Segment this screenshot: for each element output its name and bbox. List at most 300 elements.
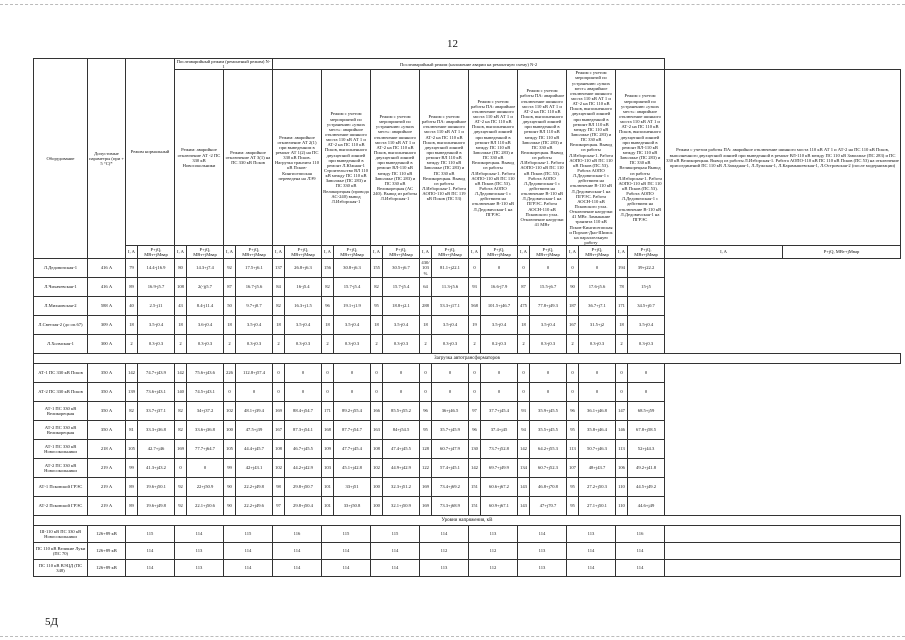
cell-value: 81 xyxy=(126,421,138,440)
cell-value: 0.3-j0.3 xyxy=(628,335,665,354)
cell-value: 90 xyxy=(224,497,236,516)
cell-value: 82 xyxy=(322,278,334,297)
cell-value: 18 xyxy=(175,316,187,335)
cell-value: 74.7+j43.9 xyxy=(138,364,175,383)
cell-value: 30.5+j6.7 xyxy=(383,259,420,278)
cell-value: 142 xyxy=(126,364,138,383)
voltage-value: 114 xyxy=(322,560,371,577)
cell-value: 151 xyxy=(469,478,481,497)
cell-value: 19 xyxy=(469,316,481,335)
cell-value: 2 xyxy=(175,335,187,354)
cell-value: 2.5-j11 xyxy=(138,297,175,316)
cell-value: 108 xyxy=(273,440,285,459)
cell-value: 169 xyxy=(420,497,432,516)
cell-value: 95 xyxy=(420,421,432,440)
cell-value: 74.5+j43.1 xyxy=(187,383,224,402)
cell-value: 130 xyxy=(469,440,481,459)
cell-value: 89 xyxy=(126,278,138,297)
unit-current: I, A xyxy=(175,246,187,259)
unit-power: P+jQ, МВт+jМвар xyxy=(334,246,371,259)
cell-value: 73.4+j69.2 xyxy=(432,478,469,497)
cell-value: 17.5+j6.1 xyxy=(236,259,273,278)
permissible-value: 126+89 кВ xyxy=(88,560,126,577)
cell-value: 142 xyxy=(175,364,187,383)
unit-current: I, A xyxy=(371,246,383,259)
cell-value: 18 xyxy=(616,316,628,335)
voltage-value: 115 xyxy=(224,526,273,543)
cell-value: 155 xyxy=(371,259,383,278)
unit-power: P+jQ, МВт+jМвар xyxy=(285,246,322,259)
voltage-value: 113 xyxy=(567,526,616,543)
voltage-value: 115 xyxy=(371,526,420,543)
cell-value: 35.7+j45.9 xyxy=(432,421,469,440)
cell-value: 79 xyxy=(126,259,138,278)
cell-value: 122 xyxy=(420,459,432,478)
voltage-value: 114 xyxy=(273,560,322,577)
cell-value: 0 xyxy=(273,383,285,402)
autotransformer-row xyxy=(34,478,901,497)
cell-value: 128 xyxy=(420,440,432,459)
cell-value: 87.7+j54.7 xyxy=(334,421,371,440)
line-row xyxy=(34,316,901,335)
unit-current: I, A xyxy=(420,246,432,259)
cell-value: 0.3-j0.3 xyxy=(236,335,273,354)
cell-value: 167 xyxy=(273,421,285,440)
cell-value: 0.3-j0.3 xyxy=(334,335,371,354)
cell-value: 15-j5 xyxy=(628,278,665,297)
unit-power: P+jQ, МВт+jМвар xyxy=(236,246,273,259)
cell-value: 0.3-j0.3 xyxy=(138,335,175,354)
cell-value: 110 xyxy=(616,478,628,497)
cell-value: 147 xyxy=(616,402,628,421)
equipment-name: АТ-1 ПС 330 кВ Псков xyxy=(34,364,88,383)
cell-value: 19.1+j1.9 xyxy=(334,297,371,316)
cell-value: 288 xyxy=(420,297,432,316)
permissible-value: 219 А xyxy=(88,497,126,516)
cell-value: 39+j22.2 xyxy=(628,259,665,278)
empty-cell xyxy=(665,526,901,543)
cell-value: 0 xyxy=(469,364,481,383)
cell-value: 171 xyxy=(616,297,628,316)
cell-value: 109 xyxy=(322,440,334,459)
voltage-value: 112 xyxy=(469,560,518,577)
line-row xyxy=(34,335,901,354)
cell-value: 0 xyxy=(175,459,187,478)
cell-value: 112.8+j57.4 xyxy=(236,364,273,383)
cell-value: 50 xyxy=(224,297,236,316)
cell-value: 75.6+j43.6 xyxy=(187,364,224,383)
scenario-description: Режим с учетом мероприятий по устранению «узких мест»: аварийное отключение шинного моста 110 кВ АТ 1 и АТ-2 на ПС 110 кВ Псков, выполненного двухцепной линией при выведенной в ремонт ВЛ-110 кВ между ПС 110 кВ Заволжье (ПС 283) и ПС 330 кВ Великорецкая (АС 240). Вывод из работы Л.Изборская-1 xyxy=(371,70,420,246)
cell-value: 3.6-j0.4 xyxy=(187,316,224,335)
cell-value: 34+j37.2 xyxy=(187,402,224,421)
cell-value: 47.7+j45.4 xyxy=(334,440,371,459)
cell-value: 50.7+j46.3 xyxy=(579,440,616,459)
cell-value: 87 xyxy=(518,278,530,297)
cell-value: 0 xyxy=(567,383,579,402)
cell-value: 22+j50.9 xyxy=(187,478,224,497)
cell-value: 89.2+j55.4 xyxy=(334,402,371,421)
equipment-name: АТ-1 Псковской ГРЭС xyxy=(34,478,88,497)
cell-value: 42+j43.1 xyxy=(236,459,273,478)
cell-value: 82 xyxy=(273,297,285,316)
section-autotransformers: Загрузка автотрансформаторов xyxy=(34,354,901,364)
cell-value: 47+j70.7 xyxy=(530,497,567,516)
scenario-description: Режим с учетом работы ПА: аварийное отключение шинного моста 110 кВ АТ 1 и АТ-2 на ПС 110 кВ Псков, выполненного двухцепной линией при выведенной в ремонт ВЛ 110 кВ между ПС 110 кВ Заволжье (ПС 283) и ПС 330 кВ Великорецкая. Вывод из работы Л.Изборская-1. Работа АОПО-110 кВ ПС 110 кВ Псков (ПС 53). Работа АОПО Л.Дедовичская-1 с действием на отключение В-110 кВ Л.Дедовичская-1 на ПГРЭС. Работа АОСН-110 кВ Псковского узла. Отключение нагрузки 41 МВт xyxy=(518,70,567,246)
cell-value: 77.8+j49.3 xyxy=(530,297,567,316)
cell-value: 226 xyxy=(224,364,236,383)
cell-value: 82 xyxy=(175,421,187,440)
cell-value: 0 xyxy=(236,383,273,402)
cell-value: 81.1+j22.1 xyxy=(432,259,469,278)
cell-value: 68.5+j59 xyxy=(628,402,665,421)
cell-value: 67.8+j58.5 xyxy=(628,421,665,440)
cell-value: 18 xyxy=(322,316,334,335)
cell-value: 33+j50.8 xyxy=(334,497,371,516)
cell-value: 0 xyxy=(616,364,628,383)
cell-value: 2 xyxy=(126,335,138,354)
cell-value: 57.4+j45.1 xyxy=(432,459,469,478)
unit-current: I, A xyxy=(567,246,579,259)
cell-value: 93 xyxy=(469,278,481,297)
cell-value: 0 xyxy=(383,383,420,402)
cell-value: 94 xyxy=(518,421,530,440)
cell-value: 97 xyxy=(273,497,285,516)
cell-value: 48+j43.7 xyxy=(579,459,616,478)
equipment-name: Л.Светлая-2 (до оп.67) xyxy=(34,316,88,335)
cell-value: 8.4-j11.4 xyxy=(187,297,224,316)
cell-value: 36.7+j7.1 xyxy=(579,297,616,316)
cell-value: 101.5+j46.7 xyxy=(481,297,518,316)
voltage-value: 114 xyxy=(518,526,567,543)
cell-value: 0 xyxy=(334,383,371,402)
cell-value: 430/ 103% xyxy=(421,260,430,276)
cell-value: 47.4+j45.5 xyxy=(383,440,420,459)
autotransformer-row xyxy=(34,459,901,478)
cell-value: 84+j54.5 xyxy=(383,421,420,440)
cell-value: 36+j46.5 xyxy=(432,402,469,421)
equipment-name: АТ-2 ПС 330 кВ Новосокольники xyxy=(34,459,88,478)
cell-value: 151 xyxy=(469,497,481,516)
cell-value: 95 xyxy=(567,497,579,516)
cell-value: 100 xyxy=(224,421,236,440)
cell-value: 96 xyxy=(322,297,334,316)
cell-value: 95 xyxy=(567,421,579,440)
cell-value: 90 xyxy=(224,478,236,497)
cell-value: 11.3-j5.6 xyxy=(432,278,469,297)
line-row xyxy=(34,297,901,316)
unit-power: P+jQ, МВт+jМвар xyxy=(783,246,901,259)
cell-value: 34.5+j0.7 xyxy=(628,297,665,316)
cell-value: 19.6+j49.8 xyxy=(138,497,175,516)
cell-value: 106 xyxy=(616,459,628,478)
cell-value: 14.3+j7.4 xyxy=(187,259,224,278)
unit-power: P+jQ, МВт+jМвар xyxy=(138,246,175,259)
cell-value: 0 xyxy=(285,383,322,402)
cell-value: 96 xyxy=(567,402,579,421)
cell-value: 15.7-j5.4 xyxy=(383,278,420,297)
cell-value: 0 xyxy=(518,259,530,278)
voltage-value: 114 xyxy=(126,543,175,560)
cell-value: 0 xyxy=(469,259,481,278)
unit-power: P+jQ, МВт+jМвар xyxy=(628,246,665,259)
permissible-value: 350 А xyxy=(88,402,126,421)
cell-value: 95 xyxy=(371,297,383,316)
cell-value: 27.2+j50.3 xyxy=(579,478,616,497)
voltage-value: 115 xyxy=(322,526,371,543)
unit-current: I, A xyxy=(665,246,783,259)
unit-current: I, A xyxy=(469,246,481,259)
cell-value: 16.9-j5.7 xyxy=(138,278,175,297)
cell-value: 0 xyxy=(518,364,530,383)
voltage-value: 114 xyxy=(371,543,420,560)
cell-value: 48.1+j39.4 xyxy=(236,402,273,421)
cell-value: 82 xyxy=(371,278,383,297)
section-voltage: Уровни напряжения, кВ xyxy=(34,516,901,526)
cell-value: 568 xyxy=(469,297,481,316)
cell-value: 0 xyxy=(530,364,567,383)
cell-value: 18.8+j2.1 xyxy=(383,297,420,316)
header-permissible: Допустимые параметры (при + 5 °С)* xyxy=(88,59,126,259)
equipment-name: Л.Холмская-1 xyxy=(34,335,88,354)
cell-value: 87.3+j54.1 xyxy=(285,421,322,440)
cell-value: 9.7+j0.7 xyxy=(236,297,273,316)
equipment-name: Л.Чихачевская-1 xyxy=(34,278,88,297)
cell-value: 88.4+j54.7 xyxy=(285,402,322,421)
cell-value: 167 xyxy=(567,316,579,335)
page-number: 12 xyxy=(447,38,458,50)
cell-value: 105 xyxy=(126,440,138,459)
cell-value: 80 xyxy=(175,259,187,278)
cell-value: 92 xyxy=(175,497,187,516)
cell-value: 0 xyxy=(187,459,224,478)
unit-current: I, A xyxy=(616,246,628,259)
cell-value: 475 xyxy=(518,297,530,316)
cell-value: 0 xyxy=(420,383,432,402)
cell-value: 2 xyxy=(567,335,579,354)
cell-value: 2 xyxy=(371,335,383,354)
cell-value: 0 xyxy=(469,383,481,402)
cell-value: 46.7+j45.5 xyxy=(285,440,322,459)
voltage-value: 115 xyxy=(126,526,175,543)
cell-value: 0 xyxy=(322,364,334,383)
cell-value: 166 xyxy=(371,402,383,421)
autotransformer-row xyxy=(34,421,901,440)
voltage-value: 112 xyxy=(469,543,518,560)
cell-value: 60.7+j52.3 xyxy=(530,459,567,478)
cell-value: 113 xyxy=(567,440,579,459)
cell-value: 49.2+j41.8 xyxy=(628,459,665,478)
autotransformer-row xyxy=(34,440,901,459)
voltage-row xyxy=(34,543,901,560)
permissible-value: 588 А xyxy=(88,297,126,316)
cell-value: 69.7+j49.9 xyxy=(481,459,518,478)
cell-value: 32.3+j51.2 xyxy=(383,478,420,497)
cell-value: 84 xyxy=(273,278,285,297)
voltage-value: 113 xyxy=(518,543,567,560)
cell-value: 89 xyxy=(126,478,138,497)
cell-value: 3.5-j0.4 xyxy=(285,316,322,335)
scenario-description: Режим с учетом работы ПА: аварийное отключение шинного моста 110 кВ АТ 1 и АТ-2 на ПС 110 кВ Псков, выполненного двухцепной линией при выведенной в ремонт ВЛ 110 кВ между ПС 110 кВ Заволжье (ПС 283) и ПС 330 кВ Великорецкая. Вывод из работы Л.Изборская-1. Работа АОПО-110 кВ ПС 110 кВ Псков (ПС 53). Работа АОПО Л.Дедовичская-1 с действием на отключение В-110 кВ Л.Дедовичская-1 на ПГРЭС xyxy=(469,70,518,246)
cell-value: 102 xyxy=(224,402,236,421)
cell-value: 0 xyxy=(322,383,334,402)
autotransformer-row xyxy=(34,364,901,383)
cell-value: 2 xyxy=(273,335,285,354)
cell-value: 0.3-j0.3 xyxy=(187,335,224,354)
scenario-description: Режим с учетом мероприятий по устранению «узких мест»: аварийное отключение шинного моста 110 кВ АТ 1 и АТ-2 на ПС 110 кВ Псков, выполненного двухцепной линией при выведенной в ремонт Л.Южная-1 Строительство ВЛ 110 кВ между ПС 110 кВ Заволжье (ПС 283) и ПС 330 кВ Великорецкая (провода АС-240) вывод Л.Изборская-1 xyxy=(322,70,371,246)
unit-power: P+jQ, МВт+jМвар xyxy=(187,246,224,259)
permissible-value: 416 А xyxy=(88,278,126,297)
cell-value: 77.7+j64.7 xyxy=(187,440,224,459)
equipment-name: АТ-1 ПС 330 кВ Великорецкая xyxy=(34,402,88,421)
cell-value: 0 xyxy=(567,364,579,383)
unit-current: I, A xyxy=(126,246,138,259)
cell-value: 163 xyxy=(371,421,383,440)
cell-value: 139 xyxy=(126,383,138,402)
voltage-value: 116 xyxy=(616,526,665,543)
scenario-description: Режим с учетом мероприятий по устранению «узких мест» аварийное отключение шинного моста 110 кВ АТ 1 и АТ-2 на ПС 110 кВ Псков, выполненного двухцепной линией при выведенной в ремонт ВЛ 110 кВ между ПС 110 кВ Заволжье (ПС 283) и ПС 330 кВ Великорецкая. Вывод из работы Л.Изборская-1. Работа АОПО-110 кВ ПС 110 кВ Псков (ПС 53). Работа АОПО Л.Дедовичская-1 с действием на отключение В-110 кВ Л.Дедовичская-1 на ПГРЭС. Работа АОСН-110 кВ Псковского узла. Отключение нагрузки 41 МВт. Замыкание транзита 110 кВ Псков-Кингисеппская и Порхов-Дно-Шимск на параллельную работу xyxy=(567,70,616,246)
cell-value: 3.5-j0.4 xyxy=(334,316,371,335)
voltage-value: 116 xyxy=(273,526,322,543)
cell-value: 33.6+j36.8 xyxy=(187,421,224,440)
cell-value: 46.8+j70.8 xyxy=(530,478,567,497)
cell-value: 60.9+j67.1 xyxy=(481,497,518,516)
voltage-row xyxy=(34,560,901,577)
voltage-value: 114 xyxy=(616,560,665,577)
cell-value: 0 xyxy=(481,364,518,383)
cell-value: 22.2+j49.8 xyxy=(236,478,273,497)
cell-value: 95 xyxy=(567,478,579,497)
cell-value: 16.3+j1.5 xyxy=(285,297,322,316)
cell-value: 0 xyxy=(530,259,567,278)
cell-value: 32.1+j50.9 xyxy=(383,497,420,516)
cell-value: 0.3-j0.3 xyxy=(383,335,420,354)
cell-value: 92 xyxy=(224,259,236,278)
header-equipment: Оборудование xyxy=(34,59,88,259)
permissible-value: 219 А xyxy=(88,478,126,497)
cell-value: 26.8+j6.3 xyxy=(285,259,322,278)
scenario-description: Режим с учетом работы ПА: аварийное отключение шинного моста 110 кВ АТ 1 и АТ-2 на ПС 110 кВ Псков, выполненного двухцепной линией при выведенной в ремонт ВЛ 110 кВ между ПС 110 кВ Заволжье (ПС 283) и ПС 330 кВ Великорецкая. Вывод из работы Л.Изборская-1. Работа АОПО-110 кВ ПС 119 кВ Псков (ПС 53) xyxy=(420,70,469,246)
cell-value: 0 xyxy=(285,364,322,383)
cell-value: 0 xyxy=(579,259,616,278)
permissible-value: 350 А xyxy=(88,383,126,402)
voltage-value: 114 xyxy=(175,526,224,543)
cell-value: 171 xyxy=(322,402,334,421)
cell-value: 0 xyxy=(579,383,616,402)
cell-value: 87 xyxy=(224,278,236,297)
cell-value: 90 xyxy=(567,278,579,297)
cell-value: 73.7+j52.8 xyxy=(481,440,518,459)
cell-value: 2 xyxy=(224,335,236,354)
cell-value: 0 xyxy=(481,383,518,402)
voltage-value: 114 xyxy=(371,560,420,577)
cell-value: 169 xyxy=(420,478,432,497)
cell-value: 0 xyxy=(432,364,469,383)
cell-value: 43 xyxy=(175,297,187,316)
unit-power: P+jQ, МВт+jМвар xyxy=(579,246,616,259)
cell-value: 0 xyxy=(432,383,469,402)
cell-value: 60.7+j47.9 xyxy=(432,440,469,459)
cell-value: 19.6+j50.1 xyxy=(138,478,175,497)
equipment-name: АТ-2 ПС 330 кВ Великорецкая xyxy=(34,421,88,440)
cell-value: 36.1+j46.8 xyxy=(579,402,616,421)
cell-value: 18 xyxy=(371,316,383,335)
cell-value: 17.6-j5.6 xyxy=(579,278,616,297)
cell-value: 96 xyxy=(469,421,481,440)
permissible-value: 219 А xyxy=(88,459,126,478)
cell-value: 44.5+j49.2 xyxy=(628,478,665,497)
cell-value: 134 xyxy=(518,459,530,478)
cell-value: 37.7+j45.4 xyxy=(481,402,518,421)
cell-value: 73.3+j68.9 xyxy=(432,497,469,516)
cell-value: 44.2+j42.9 xyxy=(285,459,322,478)
line-row xyxy=(34,259,901,278)
voltage-value: 114 xyxy=(567,543,616,560)
cell-value: 2 xyxy=(518,335,530,354)
cell-value: 60.6+j67.2 xyxy=(481,478,518,497)
equipment-name: АТ-2 Псковской ГРЭС xyxy=(34,497,88,516)
equipment-name: АТ-1 ПС 330 кВ Новосокольники xyxy=(34,440,88,459)
empty-cell xyxy=(665,560,901,577)
cell-value: 101 xyxy=(322,478,334,497)
permissible-value: 218 А xyxy=(88,440,126,459)
cell-value: 82 xyxy=(175,402,187,421)
cell-value: 137 xyxy=(273,259,285,278)
voltage-value: 114 xyxy=(567,560,616,577)
voltage-value: 114 xyxy=(616,543,665,560)
voltage-value: 113 xyxy=(175,560,224,577)
cell-value: 103 xyxy=(322,459,334,478)
cell-value: 18 xyxy=(420,316,432,335)
cell-value: 93 xyxy=(518,402,530,421)
cell-value: 16-j5.4 xyxy=(285,278,322,297)
cell-value: 98 xyxy=(273,478,285,497)
cell-value: 143 xyxy=(518,497,530,516)
cell-value: 22.2+j49.6 xyxy=(236,497,273,516)
voltage-value: 114 xyxy=(224,560,273,577)
voltage-value: 114 xyxy=(420,526,469,543)
cell-value: 0 xyxy=(567,259,579,278)
cell-value: 99 xyxy=(224,459,236,478)
cell-value: 18 xyxy=(273,316,285,335)
cell-value: 0 xyxy=(481,259,518,278)
cell-value: 101 xyxy=(322,497,334,516)
cell-value: 2(-)j5.7 xyxy=(187,278,224,297)
scenario-description: Режим: аварийное отключение АТ -2 ПС 330 кВ Новосокольники xyxy=(175,70,224,246)
cell-value: 97 xyxy=(469,402,481,421)
bottom-cut-line xyxy=(0,636,905,637)
bus-name: ПС 110 кВ ВЭЦД (ПС 348) xyxy=(34,560,88,577)
voltage-value: 114 xyxy=(224,543,273,560)
autotransformer-row xyxy=(34,383,901,402)
cell-value: 168 xyxy=(322,421,334,440)
permissible-value: 350 А xyxy=(88,421,126,440)
cell-value: 35.8+j46.4 xyxy=(579,421,616,440)
cell-value: 2 xyxy=(420,335,432,354)
autotransformer-row xyxy=(34,497,901,516)
cell-value: 37.4+j45 xyxy=(481,421,518,440)
voltage-value: 114 xyxy=(126,560,175,577)
cell-value: 44.4+j45.7 xyxy=(236,440,273,459)
cell-value: 142 xyxy=(518,440,530,459)
header-normal-mode: Режим нормальный xyxy=(126,59,175,246)
cell-value: 78 xyxy=(616,278,628,297)
cell-value: 29.8+j50.4 xyxy=(285,497,322,516)
cell-value: 82 xyxy=(126,402,138,421)
cell-value: 0 xyxy=(371,364,383,383)
cell-value: 0 xyxy=(530,383,567,402)
cell-value: 27.1+j50.1 xyxy=(579,497,616,516)
cell-value: 89 xyxy=(126,497,138,516)
